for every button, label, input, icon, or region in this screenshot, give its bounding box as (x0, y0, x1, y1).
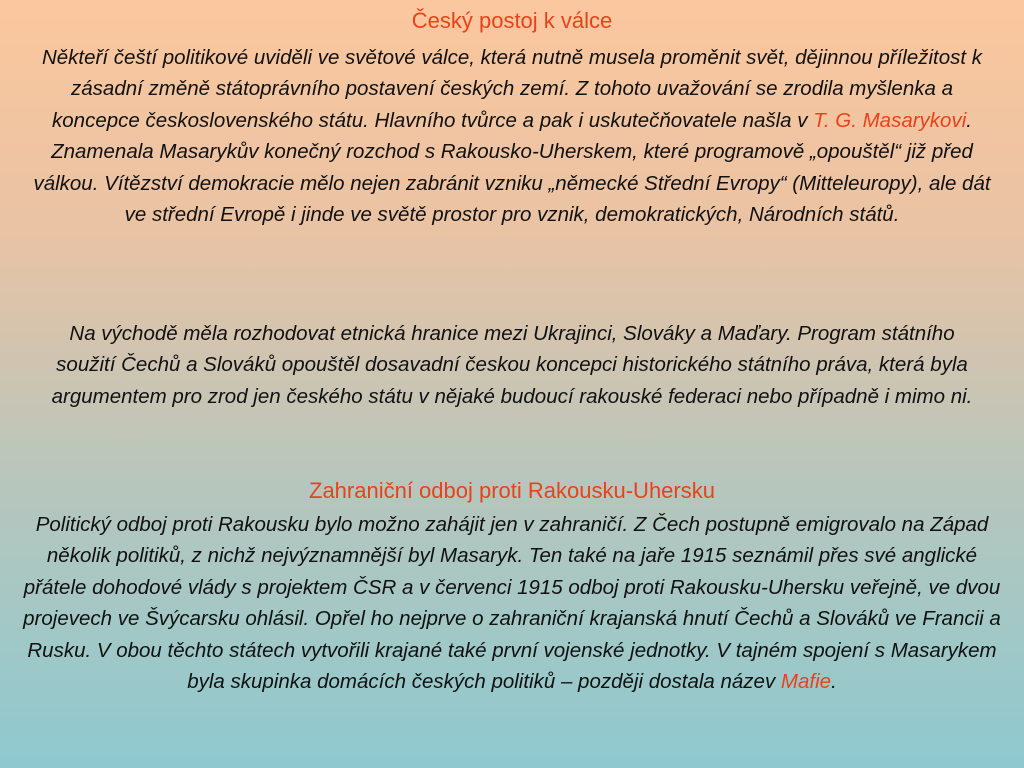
paragraph-text: . Znamenala Masarykův konečný rozchod s Rakousko-Uherskem, které programově „opouštěl“ již před válkou. Vítězství demokracie mělo nejen zabránit vzniku „německé Střední Evropy“ (Mitteleuropy), ale dát ve střední Evropě i jinde ve světě prostor pro vznik, demokratických, Národních států. (33, 108, 991, 227)
paragraph-czech-stance-intro (30, 42, 994, 230)
paragraph-text: Někteří čeští politikové uviděli ve světové válce, která nutně musela proměnit svět, dějinnou příležitost k zásadní změně státoprávního postavení českých zemí. Z tohoto uvažování se zrodila myšlenka a koncepce československého státu. Hlavního tvůrce a pak i uskutečňovatele našla v (41, 46, 983, 132)
section-title-czech-stance: Český postoj k válce (411, 8, 613, 33)
paragraph-ethnic-border: Na východě měla rozhodovat etnická hranice mezi Ukrajinci, Slováky a Maďary. Program státního soužití Čechů a Slováků opouštěl dosavadní českou koncepci historického státního práva, která byla argumentem pro zrod jen českého státu v nějaké budoucí rakouské federaci nebo případně i mimo ni. (51, 322, 973, 408)
mafie-name-highlight: Mafie (780, 670, 832, 694)
paragraph-text: . (831, 670, 837, 694)
masaryk-name-highlight: T. G. Masarykovi (813, 108, 967, 132)
paragraph-text: Politický odboj proti Rakousku bylo možno zahájit jen v zahraničí. Z Čech postupně emigrovalo na Západ několik politiků, z nichž nejvýznamnější byl Masaryk. Ten také na jaře 1915 seznámil přes své anglické přátele dohodové vlády s projektem ČSR a v červenci 1915 odboj proti Rakousku-Uhersku veřejně, ve dvou projevech ve Švýcarsku ohlásil. Opřel ho nejprve o zahraniční krajanská hnutí Čechů a Slováků ve Francii a Rusku. V obou těchto státech vytvořili krajané také první vojenské jednotky. V tajném spojení s Masarykem byla skupinka domácích českých politiků – později dostala název (23, 513, 1001, 694)
section-title-foreign-resistance: Zahraniční odboj proti Rakousku-Uhersku (309, 478, 715, 503)
paragraph-foreign-resistance (14, 509, 1010, 697)
